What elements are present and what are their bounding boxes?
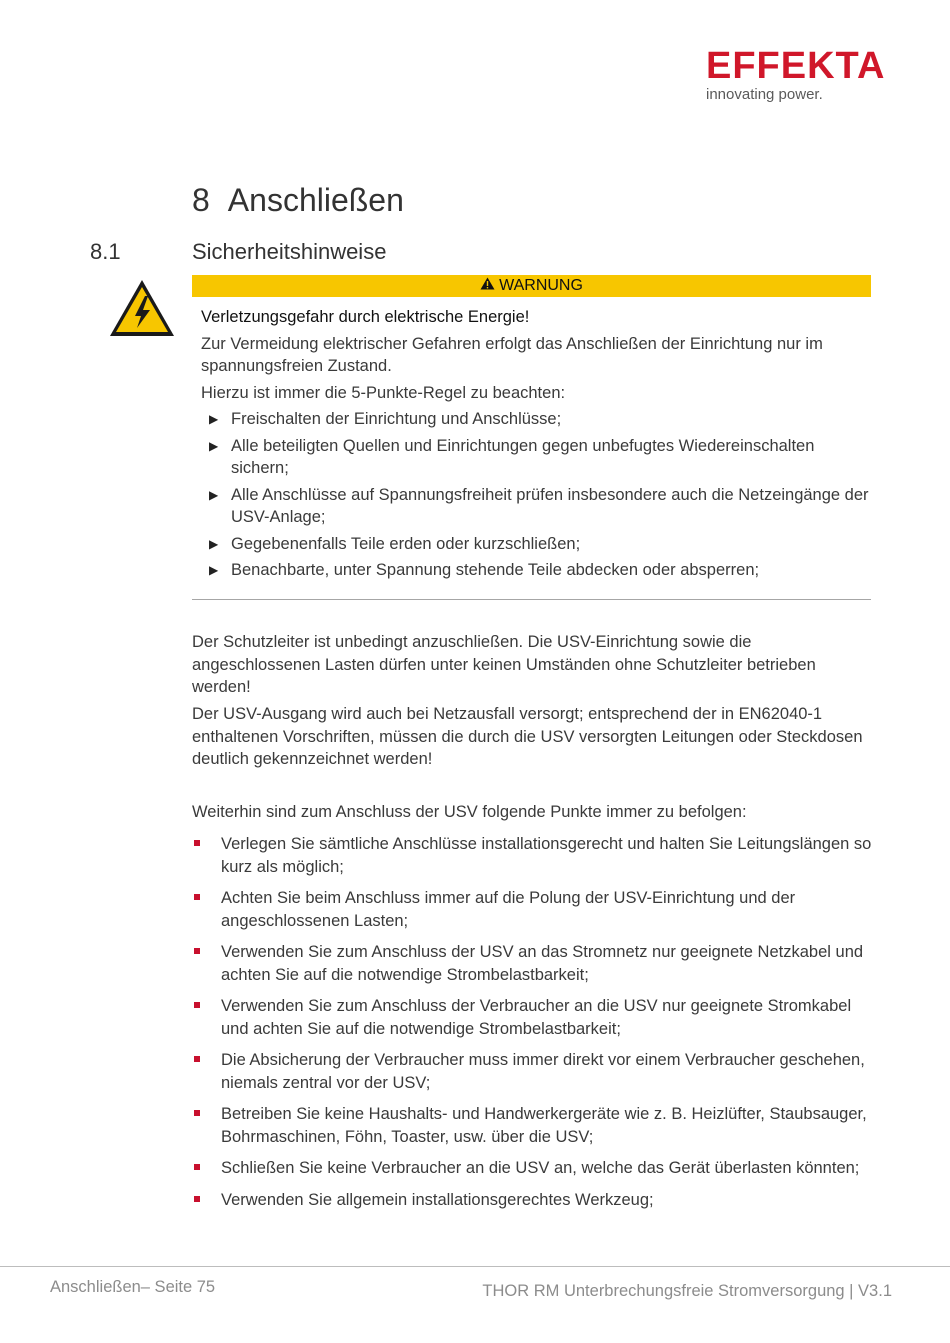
bullet-square-icon [194,1056,200,1062]
list-item: ▶ Alle beteiligten Quellen und Einrichtungen gegen unbefugtes Wiedereinschalten sichern; [209,436,815,477]
list-item: ▶ Benachbarte, unter Spannung stehende Teile abdecken oder absperren; [201,559,871,582]
connection-rules-list [192,833,882,1220]
list-item: ▶ Alle Anschlüsse auf Spannungsfreiheit prüfen insbesondere auch die Netzeingänge der USV-Anlage; [209,485,869,526]
list-item: Achten Sie beim Anschluss immer auf die Polung der USV-Einrichtung und der angeschlossenen Lasten; [192,887,882,932]
five-point-rule-list [201,408,871,582]
list-item: Verwenden Sie zum Anschluss der Verbraucher an die USV nur geeignete Stromkabel und achten Sie auf die notwendige Strombelastbarkeit; [192,995,882,1040]
caret-right-icon: ▶ [209,563,219,577]
warning-rule-intro: Hierzu ist immer die 5-Punkte-Regel zu beachten: [201,383,566,402]
bullet-square-icon [194,1196,200,1202]
bullet-square-icon [194,948,200,954]
chapter-heading [192,180,404,220]
paragraph-connection-rules-intro: Weiterhin sind zum Anschluss der USV folgende Punkte immer zu befolgen: [192,803,747,821]
caret-right-icon: ▶ [209,438,219,453]
caret-right-icon: ▶ [209,487,219,502]
list-item: Verlegen Sie sämtliche Anschlüsse installationsgerecht und halten Sie Leitungslängen so kurz als möglich; [192,833,882,878]
paragraph-ups-output: Der USV-Ausgang wird auch bei Netzausfall versorgt; entsprechend der in EN62040-1 enthaltenen Vorschriften, müssen die durch die USV versorgten Leitungen oder Steckdosen deutlich gekennzeichnet werden! [192,705,863,768]
list-item: Schließen Sie keine Verbraucher an die USV an, welche das Gerät überlasten könnten; [192,1157,882,1180]
effekta-logo [706,46,886,104]
bullet-square-icon [194,894,200,900]
section-title: Sicherheitshinweise [192,239,387,264]
bullet-square-icon [194,840,200,846]
logo-name: EFFEKTA [706,45,886,87]
bullet-square-icon [194,1002,200,1008]
list-item: Betreiben Sie keine Haushalts- und Handwerkergeräte wie z. B. Heizlüfter, Staubsauger, Bohrmaschinen, Föhn, Toaster, usw. über die USV; [192,1103,882,1148]
warning-heading: Verletzungsgefahr durch elektrische Energie! [201,308,530,326]
warning-divider [192,599,871,600]
list-item: Verwenden Sie allgemein installationsgerechtes Werkzeug; [192,1189,882,1212]
warning-triangle-icon [480,277,495,290]
list-item: Die Absicherung der Verbraucher muss immer direkt vor einem Verbraucher geschehen, niemals zentral vor der USV; [192,1049,882,1094]
bullet-square-icon [194,1164,200,1170]
logo-tagline: innovating power. [706,86,823,103]
warning-banner [192,275,871,297]
chapter-title: Anschließen [227,182,404,218]
list-item: ▶ Freischalten der Einrichtung und Anschlüsse; [201,408,871,431]
caret-right-icon: ▶ [209,536,219,551]
chapter-number: 8 [192,182,210,218]
electrical-hazard-icon [108,278,176,338]
paragraph-protective-conductor: Der Schutzleiter ist unbedingt anzuschließen. Die USV-Einrichtung sowie die angeschlossenen Lasten dürfen unter keinen Umständen ohne Schutzleiter betrieben werden! [192,633,816,696]
list-item: Verwenden Sie zum Anschluss der USV an das Stromnetz nur geeignete Netzkabel und achten Sie auf die notwendige Strombelastbarkeit; [192,941,882,986]
bullet-square-icon [194,1110,200,1116]
footer-document-title: THOR RM Unterbrechungsfreie Stromversorgung | V3.1 [482,1282,892,1300]
footer-divider [0,1266,950,1267]
warning-label: WARNUNG [499,277,583,294]
warning-body [201,306,871,586]
footer-page-label: Anschließen– Seite 75 [50,1278,216,1296]
warning-intro: Zur Vermeidung elektrischer Gefahren erfolgt das Anschließen der Einrichtung nur im spannungsfreien Zustand. [201,334,823,375]
caret-right-icon: ▶ [209,412,219,426]
list-item: ▶ Gegebenenfalls Teile erden oder kurzschließen; [201,533,871,556]
section-number: 8.1 [90,239,121,264]
